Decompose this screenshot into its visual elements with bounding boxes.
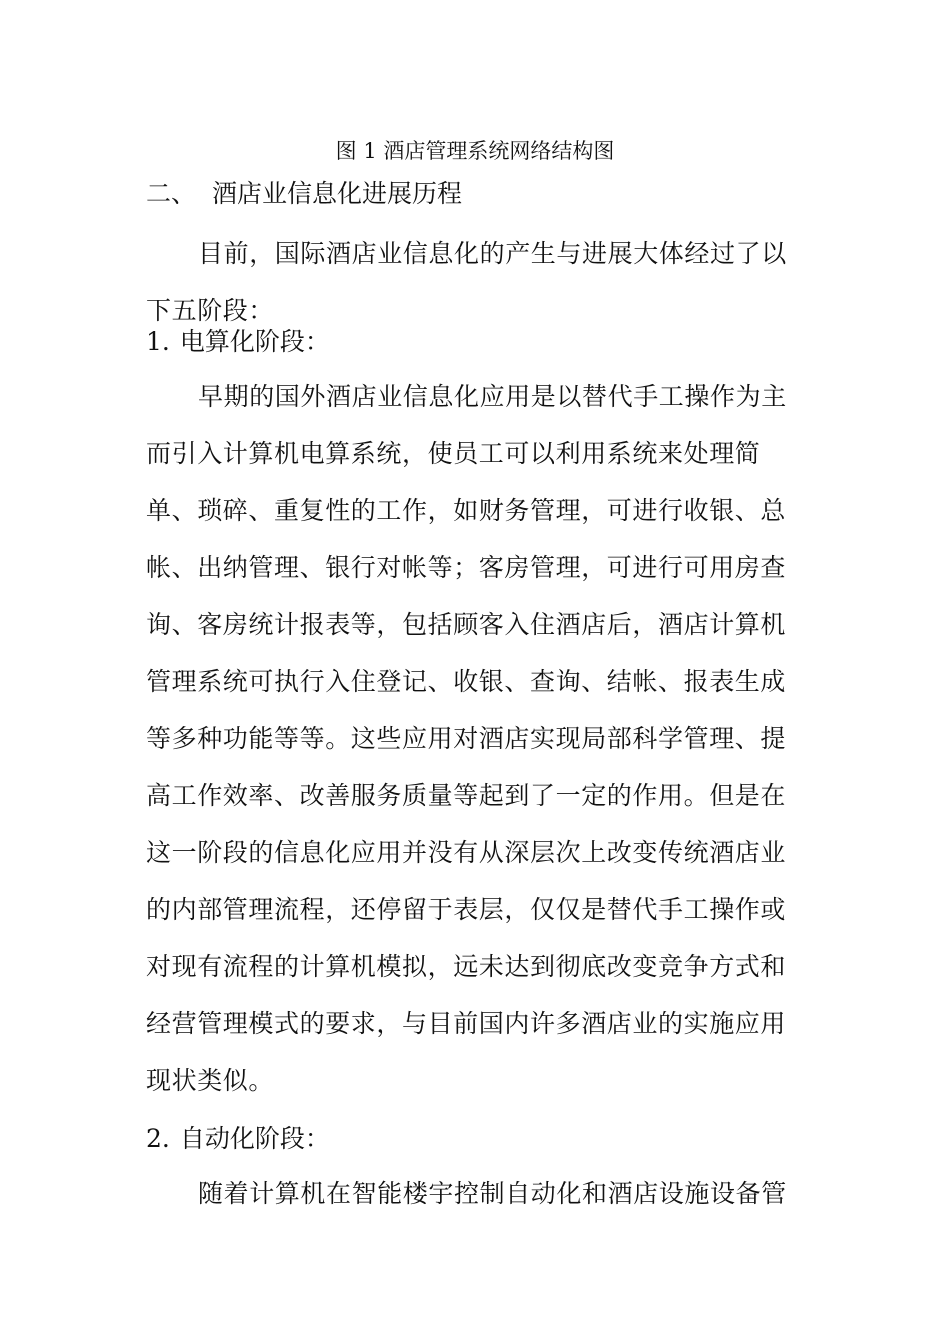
stage1-title: 电算化阶段： [179, 327, 330, 356]
section-heading [146, 177, 462, 211]
section-number: 二、 [146, 179, 197, 208]
stage1-heading [146, 325, 330, 359]
stage1-paragraph: 早期的国外酒店业信息化应用是以替代手工操作为主而引入计算机电算系统，使员工可以利用系统来处理简单、琐碎、重复性的工作，如财务管理，可进行收银、总帐、出纳管理、银行对帐等；客房管理，可进行可用房查询、客房统计报表等，包括顾客入住酒店后，酒店计算机管理系统可执行入住登记、收银、查询、结帐、报表生成等多种功能等等。这些应用对酒店实现局部科学管理、提高工作效率、改善服务质量等起到了一定的作用。但是在这一阶段的信息化应用并没有从深层次上改变传统酒店业的内部管理流程，还停留于表层，仅仅是替代手工操作或对现有流程的计算机模拟，远未达到彻底改变竞争方式和经营管理模式的要求，与目前国内许多酒店业的实施应用现状类似。 [146, 382, 787, 1095]
stage1-number: 1. [146, 327, 170, 356]
intro-paragraph: 目前，国际酒店业信息化的产生与进展大体经过了以下五阶段： [146, 239, 787, 325]
stage2-title: 自动化阶段： [179, 1124, 330, 1153]
stage2-number: 2. [146, 1124, 170, 1153]
section-title: 酒店业信息化进展历程 [212, 179, 463, 208]
figure-caption: 图 1 酒店管理系统网络结构图 [335, 139, 615, 163]
stage2-paragraph: 随着计算机在智能楼宇控制自动化和酒店设施设备管 [198, 1179, 787, 1208]
stage2-heading [146, 1122, 330, 1156]
